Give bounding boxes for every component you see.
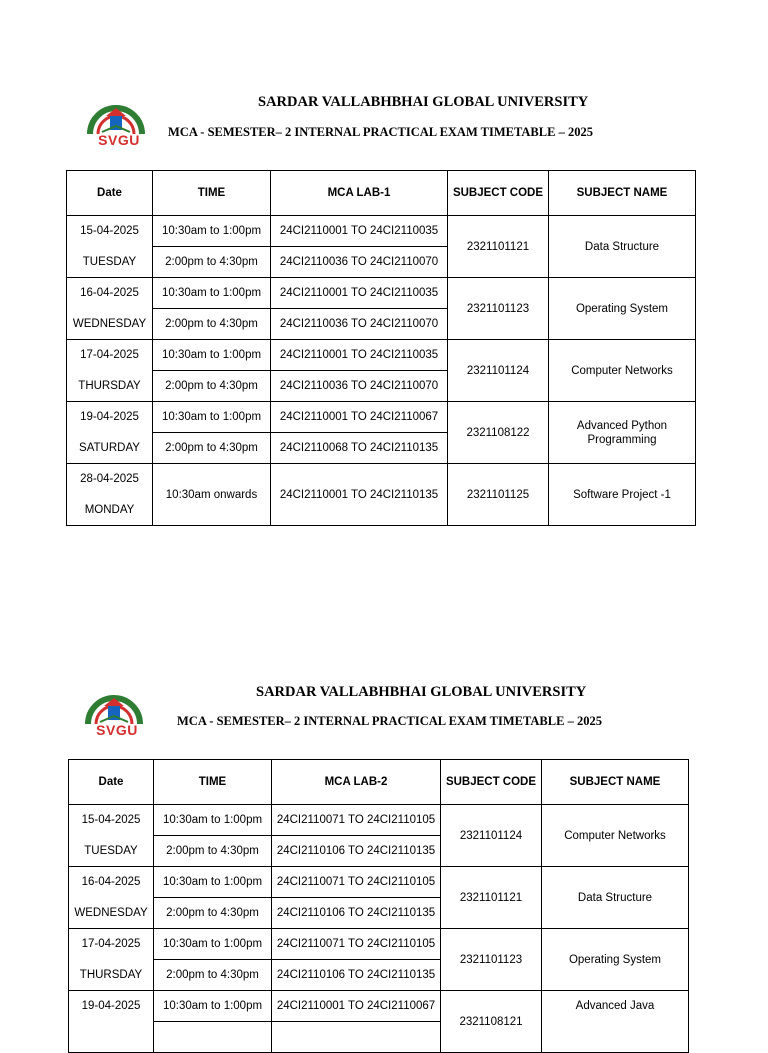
day-cell: TUESDAY	[69, 836, 154, 867]
table-row	[67, 216, 696, 247]
university-emblem-icon	[84, 100, 148, 136]
enrollment-range-cell: 24CI2110001 TO 24CI2110035	[271, 340, 448, 371]
header-subject-code: SUBJECT CODE	[448, 171, 549, 216]
enrollment-range-cell: 24CI2110106 TO 24CI2110135	[272, 898, 441, 929]
header-row	[67, 171, 696, 216]
date-cell: 15-04-2025	[67, 216, 153, 247]
date-cell: 17-04-2025	[67, 340, 153, 371]
enrollment-range-cell: 24CI2110001 TO 24CI2110035	[271, 216, 448, 247]
table-row	[69, 805, 689, 836]
date-cell: 17-04-2025	[69, 929, 154, 960]
time-cell: 2:00pm to 4:30pm	[153, 309, 271, 340]
exam-title: MCA - SEMESTER– 2 INTERNAL PRACTICAL EXAM TIMETABLE – 2025	[168, 125, 593, 139]
time-cell: 2:00pm to 4:30pm	[153, 433, 271, 464]
time-cell: 2:00pm to 4:30pm	[154, 898, 272, 929]
subject-code-cell: 2321108121	[441, 991, 542, 1053]
subject-name-cell: Software Project -1	[549, 464, 696, 526]
university-logo	[79, 682, 155, 744]
time-cell: 2:00pm to 4:30pm	[154, 836, 272, 867]
subject-code-cell: 2321101123	[441, 929, 542, 991]
enrollment-range-cell: 24CI2110106 TO 24CI2110135	[272, 960, 441, 991]
enrollment-range-cell: 24CI2110036 TO 24CI2110070	[271, 371, 448, 402]
subject-code-cell: 2321108122	[448, 402, 549, 464]
subject-code-cell: 2321101123	[448, 278, 549, 340]
subject-name-cell: Advanced Python Programming	[549, 402, 696, 464]
header-subject-name: SUBJECT NAME	[542, 760, 689, 805]
enrollment-range-cell: 24CI2110071 TO 24CI2110105	[272, 805, 441, 836]
enrollment-range-cell: 24CI2110106 TO 24CI2110135	[272, 836, 441, 867]
table-row	[67, 340, 696, 371]
enrollment-range-cell	[272, 1022, 441, 1053]
header-time: TIME	[153, 171, 271, 216]
subject-code-cell: 2321101124	[441, 805, 542, 867]
enrollment-range-cell: 24CI2110001 TO 24CI2110035	[271, 278, 448, 309]
date-cell: 19-04-2025	[67, 402, 153, 433]
enrollment-range-cell: 24CI2110001 TO 24CI2110135	[271, 464, 448, 526]
time-cell: 10:30am to 1:00pm	[154, 805, 272, 836]
time-cell: 10:30am to 1:00pm	[153, 216, 271, 247]
enrollment-range-cell: 24CI2110036 TO 24CI2110070	[271, 247, 448, 278]
table-row	[69, 991, 689, 1022]
timetable-table	[66, 170, 696, 526]
time-cell: 10:30am to 1:00pm	[153, 340, 271, 371]
time-cell: 10:30am to 1:00pm	[153, 278, 271, 309]
time-cell: 2:00pm to 4:30pm	[154, 960, 272, 991]
header-lab: MCA LAB-1	[271, 171, 448, 216]
day-cell: WEDNESDAY	[67, 309, 153, 340]
day-cell: TUESDAY	[67, 247, 153, 278]
day-cell: THURSDAY	[67, 371, 153, 402]
table-row	[69, 929, 689, 960]
university-name: SARDAR VALLABHBHAI GLOBAL UNIVERSITY	[256, 684, 587, 700]
subject-name-cell: Computer Networks	[549, 340, 696, 402]
time-cell: 10:30am to 1:00pm	[154, 867, 272, 898]
logo-text: SVGU	[96, 722, 138, 738]
header-subject-name: SUBJECT NAME	[549, 171, 696, 216]
header-subject-code: SUBJECT CODE	[441, 760, 542, 805]
date-cell: 16-04-2025	[69, 867, 154, 898]
header-lab: MCA LAB-2	[272, 760, 441, 805]
subject-name-cell: Operating System	[542, 929, 689, 991]
day-cell	[69, 1022, 154, 1053]
time-cell: 10:30am to 1:00pm	[154, 991, 272, 1022]
table-row	[67, 278, 696, 309]
enrollment-range-cell: 24CI2110036 TO 24CI2110070	[271, 309, 448, 340]
table-row	[67, 464, 696, 495]
day-cell: SATURDAY	[67, 433, 153, 464]
date-cell: 19-04-2025	[69, 991, 154, 1022]
subject-code-cell: 2321101125	[448, 464, 549, 526]
enrollment-range-cell: 24CI2110071 TO 24CI2110105	[272, 867, 441, 898]
subject-name-cell: Computer Networks	[542, 805, 689, 867]
university-logo	[81, 92, 157, 154]
time-cell	[154, 1022, 272, 1053]
date-cell: 28-04-2025	[67, 464, 153, 495]
university-emblem-icon	[82, 690, 146, 726]
date-cell: 16-04-2025	[67, 278, 153, 309]
logo-text: SVGU	[98, 132, 140, 148]
header-row	[69, 760, 689, 805]
subject-name-cell: Data Structure	[549, 216, 696, 278]
timetable-table	[68, 759, 689, 1053]
header-date: Date	[67, 171, 153, 216]
table-row	[67, 402, 696, 433]
exam-title: MCA - SEMESTER– 2 INTERNAL PRACTICAL EXAM TIMETABLE – 2025	[177, 714, 602, 728]
time-cell: 10:30am to 1:00pm	[154, 929, 272, 960]
subject-code-cell: 2321101124	[448, 340, 549, 402]
table-row	[69, 867, 689, 898]
time-cell: 2:00pm to 4:30pm	[153, 247, 271, 278]
enrollment-range-cell: 24CI2110001 TO 24CI2110067	[271, 402, 448, 433]
date-cell: 15-04-2025	[69, 805, 154, 836]
subject-code-cell: 2321101121	[448, 216, 549, 278]
time-cell: 10:30am onwards	[153, 464, 271, 526]
enrollment-range-cell: 24CI2110071 TO 24CI2110105	[272, 929, 441, 960]
subject-code-cell: 2321101121	[441, 867, 542, 929]
subject-name-cell: Operating System	[549, 278, 696, 340]
day-cell: MONDAY	[67, 495, 153, 526]
header-time: TIME	[154, 760, 272, 805]
university-name: SARDAR VALLABHBHAI GLOBAL UNIVERSITY	[258, 94, 589, 110]
time-cell: 2:00pm to 4:30pm	[153, 371, 271, 402]
enrollment-range-cell: 24CI2110068 TO 24CI2110135	[271, 433, 448, 464]
enrollment-range-cell: 24CI2110001 TO 24CI2110067	[272, 991, 441, 1022]
time-cell: 10:30am to 1:00pm	[153, 402, 271, 433]
subject-name-cell: Advanced Java	[542, 991, 689, 1053]
subject-name-cell: Data Structure	[542, 867, 689, 929]
day-cell: THURSDAY	[69, 960, 154, 991]
header-date: Date	[69, 760, 154, 805]
day-cell: WEDNESDAY	[69, 898, 154, 929]
